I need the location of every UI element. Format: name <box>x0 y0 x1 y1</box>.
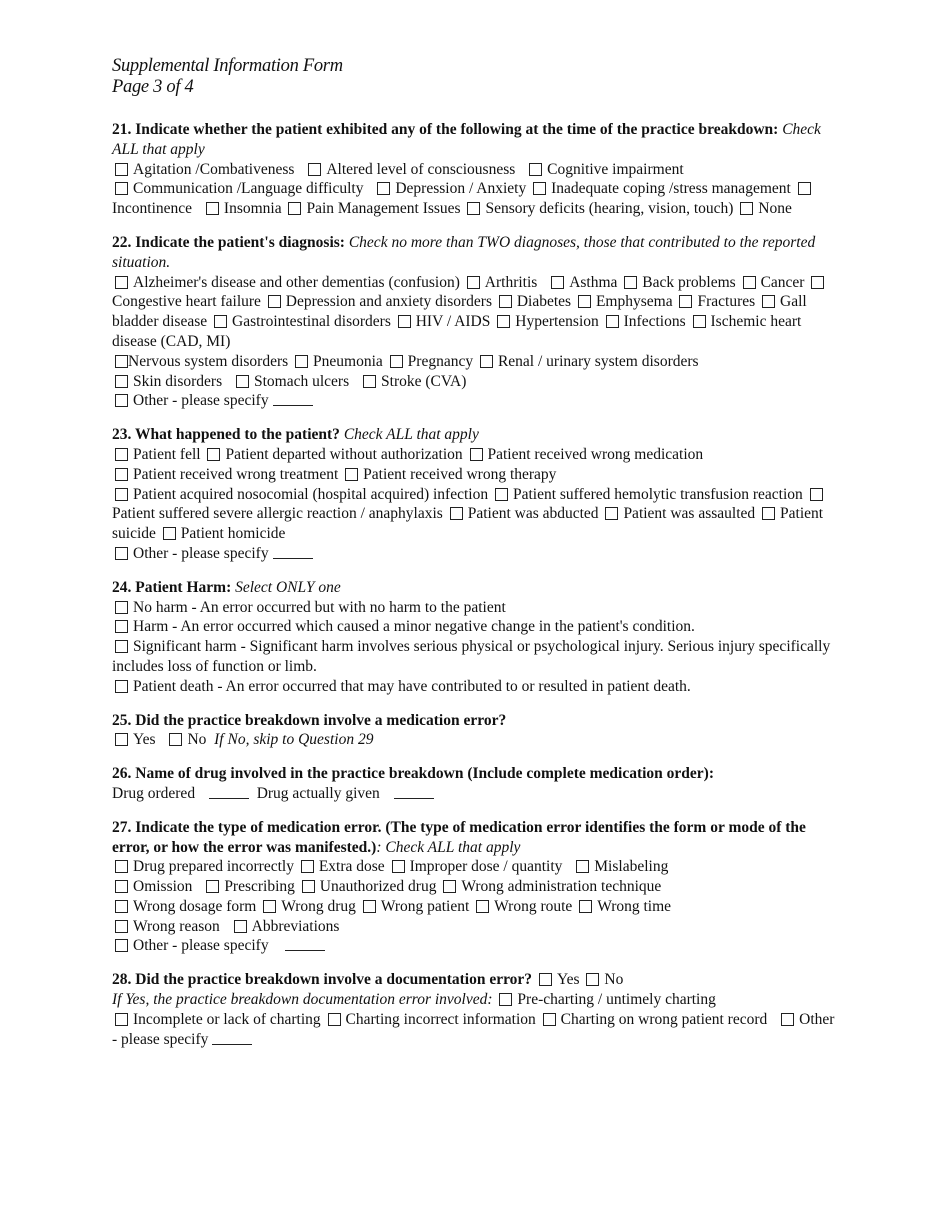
option-label: Cancer <box>760 273 805 291</box>
option-label: Diabetes <box>516 293 572 311</box>
question-28-heading: 28. Did the practice breakdown involve a documentation error? <box>112 971 533 989</box>
checkbox-abducted[interactable] <box>450 507 463 520</box>
option-label: Arthritis <box>484 273 538 291</box>
checkbox-pre-charting[interactable] <box>499 993 512 1006</box>
checkbox-depression-anxiety[interactable] <box>377 182 390 195</box>
option-label: Pre-charting / untimely charting <box>517 991 716 1009</box>
question-22 <box>112 233 840 411</box>
checkbox-gall-bladder[interactable] <box>762 295 775 308</box>
drug-ordered-label: Drug ordered <box>112 784 196 802</box>
question-23 <box>112 425 840 564</box>
drug-ordered-blank[interactable] <box>209 798 249 799</box>
option-label: Patient fell <box>133 445 201 463</box>
option-label: Other - please specify <box>112 1010 835 1048</box>
option-label: Other - please specify <box>133 544 269 562</box>
option-label: Congestive heart failure <box>112 293 261 311</box>
other-event-blank[interactable] <box>273 558 313 559</box>
option-label: Alzheimer's disease and other dementias (confusion) <box>133 273 460 291</box>
other-diagnosis-blank[interactable] <box>273 405 313 406</box>
skip-note: If No, skip to Question 29 <box>214 731 374 749</box>
checkbox-wrong-treatment[interactable] <box>115 468 128 481</box>
checkbox-wrong-patient[interactable] <box>363 900 376 913</box>
checkbox-stomach-ulcers[interactable] <box>236 375 249 388</box>
checkbox-renal[interactable] <box>480 355 493 368</box>
other-med-error-blank[interactable] <box>285 950 325 951</box>
option-label: Depression / Anxiety <box>395 180 527 198</box>
option-label: Skin disorders <box>133 372 223 390</box>
question-26 <box>112 764 840 804</box>
checkbox-extra-dose[interactable] <box>301 860 314 873</box>
option-label: Drug prepared incorrectly <box>133 858 294 876</box>
option-label: Yes <box>133 731 156 749</box>
checkbox-gastrointestinal[interactable] <box>214 315 227 328</box>
option-label: Agitation /Combativeness <box>133 160 295 178</box>
checkbox-depression-disorders[interactable] <box>268 295 281 308</box>
checkbox-homicide[interactable] <box>163 527 176 540</box>
question-27-heading: 27. Indicate the type of medication error. (The type of medication error identifies the form or mode of the error, or how the error was manifested.) <box>112 818 806 856</box>
checkbox-other-med-error[interactable] <box>115 939 128 952</box>
checkbox-none[interactable] <box>740 202 753 215</box>
option-label: Depression and anxiety disorders <box>285 293 492 311</box>
checkbox-pneumonia[interactable] <box>295 355 308 368</box>
checkbox-alzheimers[interactable] <box>115 276 128 289</box>
question-24-heading: 24. Patient Harm: <box>112 578 232 596</box>
checkbox-allergic[interactable] <box>810 488 823 501</box>
question-25-heading: 25. Did the practice breakdown involve a medication error? <box>112 711 507 729</box>
question-28 <box>112 970 840 1049</box>
checkbox-suicide[interactable] <box>762 507 775 520</box>
checkbox-drug-prepared[interactable] <box>115 860 128 873</box>
option-label: No <box>187 731 207 749</box>
option-label: Emphysema <box>595 293 673 311</box>
question-27 <box>112 818 840 957</box>
checkbox-hemolytic[interactable] <box>495 488 508 501</box>
question-24 <box>112 578 840 697</box>
checkbox-other-event[interactable] <box>115 547 128 560</box>
option-label: Insomnia <box>223 200 282 218</box>
drug-given-blank[interactable] <box>394 798 434 799</box>
drug-given-label: Drug actually given <box>256 784 380 802</box>
option-label: Mislabeling <box>594 858 669 876</box>
page-number: Page 3 of 4 <box>112 77 194 97</box>
checkbox-fractures[interactable] <box>679 295 692 308</box>
option-label: Other - please specify <box>133 392 269 410</box>
question-22-instruction: Check no more than TWO diagnoses, those that contributed to the reported situation. <box>112 233 816 271</box>
checkbox-cognitive-impairment[interactable] <box>529 163 542 176</box>
option-label: Patient received wrong treatment <box>133 465 339 483</box>
checkbox-ischemic-heart[interactable] <box>693 315 706 328</box>
other-documentation-blank[interactable] <box>212 1044 252 1045</box>
option-label: Pneumonia <box>313 352 383 370</box>
option-label: Patient suicide <box>112 505 824 543</box>
checkbox-omission[interactable] <box>115 880 128 893</box>
question-21-heading: 21. Indicate whether the patient exhibited any of the following at the time of the practice breakdown: <box>112 121 779 138</box>
option-label: Sensory deficits (hearing, vision, touch) <box>485 200 734 218</box>
option-label: Back problems <box>642 273 736 291</box>
checkbox-documentation-yes[interactable] <box>539 973 552 986</box>
checkbox-skin-disorders[interactable] <box>115 375 128 388</box>
option-label: Patient suffered hemolytic transfusion reaction <box>512 485 803 503</box>
checkbox-incontinence[interactable] <box>798 182 811 195</box>
option-label: Patient acquired nosocomial (hospital acquired) infection <box>133 485 489 503</box>
option-label: Significant harm - Significant harm involves serious physical or psychological injury. Serious injury specifically includes loss of function or limb. <box>112 638 831 675</box>
option-label: Patient received wrong medication <box>487 445 704 463</box>
option-label: Improper dose / quantity <box>409 858 563 876</box>
option-label: Asthma <box>569 273 618 291</box>
option-label: Nervous system disorders <box>128 352 289 370</box>
question-22-heading: 22. Indicate the patient's diagnosis: <box>112 233 345 251</box>
option-label: Patient received wrong therapy <box>363 465 557 483</box>
option-label: Abbreviations <box>251 917 340 935</box>
option-label: Hypertension <box>515 313 599 331</box>
option-label: Patient suffered severe allergic reaction / anaphylaxis <box>112 505 443 523</box>
option-label: Charting incorrect information <box>345 1010 536 1028</box>
checkbox-chf[interactable] <box>811 276 824 289</box>
checkbox-sensory-deficits[interactable] <box>467 202 480 215</box>
checkbox-improper-dose[interactable] <box>392 860 405 873</box>
checkbox-diabetes[interactable] <box>499 295 512 308</box>
checkbox-inadequate-coping[interactable] <box>533 182 546 195</box>
checkbox-nervous-system[interactable] <box>115 355 128 368</box>
checkbox-emphysema[interactable] <box>578 295 591 308</box>
checkbox-wrong-route[interactable] <box>476 900 489 913</box>
form-title: Supplemental Information Form <box>112 56 343 76</box>
option-label: No <box>604 971 624 989</box>
checkbox-mislabeling[interactable] <box>576 860 589 873</box>
checkbox-documentation-no[interactable] <box>586 973 599 986</box>
checkbox-wrong-reason[interactable] <box>115 920 128 933</box>
checkbox-patient-death[interactable] <box>115 680 128 693</box>
checkbox-agitation[interactable] <box>115 163 128 176</box>
option-label: Wrong patient <box>380 897 470 915</box>
question-23-instruction: Check ALL that apply <box>343 426 479 444</box>
option-label: Incomplete or lack of charting <box>133 1010 321 1028</box>
checkbox-arthritis[interactable] <box>467 276 480 289</box>
option-label: Harm - An error occurred which caused a minor negative change in the patient's condition. <box>133 618 695 636</box>
option-label: Patient departed without authorization <box>225 445 463 463</box>
checkbox-no-harm[interactable] <box>115 601 128 614</box>
option-label: None <box>758 200 792 218</box>
question-27-instruction: : Check ALL that apply <box>376 838 521 856</box>
checkbox-wrong-drug[interactable] <box>263 900 276 913</box>
checkbox-altered-consciousness[interactable] <box>308 163 321 176</box>
checkbox-charting-incorrect[interactable] <box>328 1013 341 1026</box>
option-label: Wrong time <box>597 897 672 915</box>
page-header <box>112 56 840 98</box>
checkbox-wrong-admin-technique[interactable] <box>443 880 456 893</box>
checkbox-abbreviations[interactable] <box>234 920 247 933</box>
option-label: Infections <box>623 313 686 331</box>
checkbox-medication-no[interactable] <box>169 733 182 746</box>
option-label: Wrong reason <box>133 917 220 935</box>
option-label: Omission <box>133 878 193 896</box>
option-label: Prescribing <box>224 878 295 896</box>
checkbox-insomnia[interactable] <box>206 202 219 215</box>
question-21 <box>112 120 840 219</box>
option-label: Patient was abducted <box>467 505 599 523</box>
checkbox-communication[interactable] <box>115 182 128 195</box>
checkbox-departed[interactable] <box>207 448 220 461</box>
option-label: Patient homicide <box>180 525 286 543</box>
question-28-subheading: If Yes, the practice breakdown documentation error involved: <box>112 991 493 1009</box>
option-label: Stroke (CVA) <box>381 372 467 390</box>
checkbox-harm[interactable] <box>115 620 128 633</box>
option-label: Pain Management Issues <box>306 200 461 218</box>
checkbox-unauthorized-drug[interactable] <box>302 880 315 893</box>
option-label: Other - please specify <box>133 937 269 955</box>
checkbox-wrong-therapy[interactable] <box>345 468 358 481</box>
option-label: Altered level of consciousness <box>326 160 516 178</box>
option-label: Communication /Language difficulty <box>133 180 364 198</box>
option-label: Gastrointestinal disorders <box>232 313 391 331</box>
checkbox-cancer[interactable] <box>743 276 756 289</box>
checkbox-hiv-aids[interactable] <box>398 315 411 328</box>
option-label: No harm - An error occurred but with no harm to the patient <box>133 598 506 616</box>
checkbox-back-problems[interactable] <box>624 276 637 289</box>
question-25 <box>112 711 840 751</box>
option-label: HIV / AIDS <box>415 313 491 331</box>
option-label: Ischemic heart disease (CAD, MI) <box>112 313 802 350</box>
checkbox-other-diagnosis[interactable] <box>115 394 128 407</box>
option-label: Renal / urinary system disorders <box>497 352 699 370</box>
checkbox-wrong-medication[interactable] <box>470 448 483 461</box>
checkbox-prescribing[interactable] <box>206 880 219 893</box>
question-23-heading: 23. What happened to the patient? <box>112 426 340 444</box>
checkbox-nosocomial[interactable] <box>115 488 128 501</box>
checkbox-asthma[interactable] <box>551 276 564 289</box>
question-21-instruction: Check ALL that apply <box>112 121 821 158</box>
checkbox-assaulted[interactable] <box>605 507 618 520</box>
question-24-instruction: Select ONLY one <box>235 578 341 596</box>
checkbox-pregnancy[interactable] <box>390 355 403 368</box>
checkbox-pain-management[interactable] <box>288 202 301 215</box>
checkbox-wrong-dosage-form[interactable] <box>115 900 128 913</box>
checkbox-incomplete-charting[interactable] <box>115 1013 128 1026</box>
checkbox-significant-harm[interactable] <box>115 640 128 653</box>
option-label: Pregnancy <box>407 352 474 370</box>
checkbox-charting-wrong-patient[interactable] <box>543 1013 556 1026</box>
option-label: Extra dose <box>318 858 385 876</box>
checkbox-medication-yes[interactable] <box>115 733 128 746</box>
option-label: Yes <box>556 971 580 989</box>
checkbox-hypertension[interactable] <box>497 315 510 328</box>
option-label: Wrong administration technique <box>461 878 662 896</box>
option-label: Unauthorized drug <box>319 878 437 896</box>
option-label: Patient death - An error occurred that may have contributed to or resulted in patient death. <box>133 677 691 695</box>
checkbox-patient-fell[interactable] <box>115 448 128 461</box>
option-label: Cognitive impairment <box>547 160 684 178</box>
option-label: Wrong route <box>494 897 573 915</box>
option-label: Incontinence <box>112 200 193 218</box>
question-26-heading: 26. Name of drug involved in the practice breakdown (Include complete medication order): <box>112 765 715 783</box>
checkbox-stroke[interactable] <box>363 375 376 388</box>
option-label: Wrong dosage form <box>133 897 257 915</box>
option-label: Wrong drug <box>281 897 356 915</box>
option-label: Charting on wrong patient record <box>560 1010 768 1028</box>
option-label: Patient was assaulted <box>623 505 756 523</box>
form-page <box>112 56 840 1049</box>
option-label: Inadequate coping /stress management <box>551 180 791 198</box>
checkbox-infections[interactable] <box>606 315 619 328</box>
option-label: Stomach ulcers <box>254 372 350 390</box>
checkbox-wrong-time[interactable] <box>579 900 592 913</box>
option-label: Gall bladder disease <box>112 293 807 331</box>
option-label: Fractures <box>697 293 756 311</box>
checkbox-other-documentation[interactable] <box>781 1013 794 1026</box>
